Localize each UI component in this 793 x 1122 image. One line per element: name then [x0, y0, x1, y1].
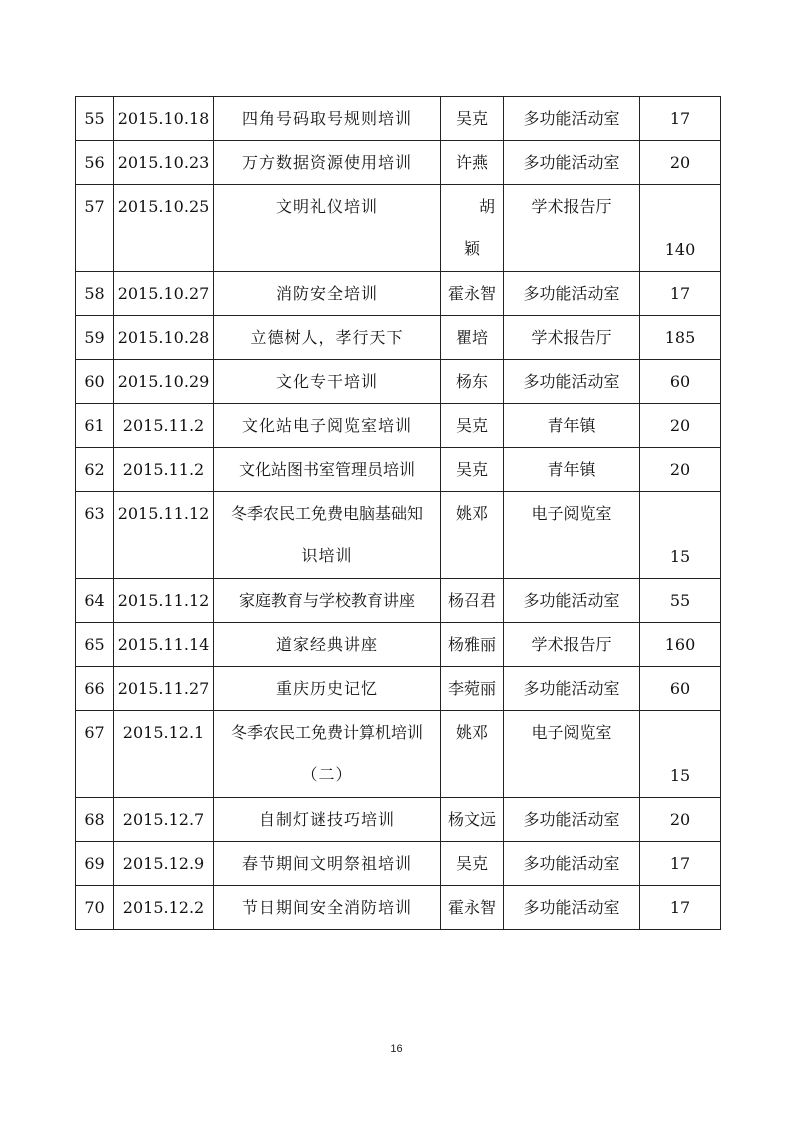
table-row — [76, 492, 721, 579]
row-title: 节日期间安全消防培训 — [214, 886, 441, 930]
row-count: 160 — [640, 623, 721, 667]
row-title: 四角号码取号规则培训 — [214, 97, 441, 141]
row-count: 20 — [640, 404, 721, 448]
row-number: 66 — [76, 667, 114, 711]
row-venue: 多功能活动室 — [504, 141, 640, 185]
row-person: 霍永智 — [441, 272, 504, 316]
table-row — [76, 842, 721, 886]
row-person: 胡 颖 — [441, 185, 504, 272]
row-title: 道家经典讲座 — [214, 623, 441, 667]
row-date: 2015.11.14 — [114, 623, 214, 667]
row-venue: 多功能活动室 — [504, 97, 640, 141]
row-number: 61 — [76, 404, 114, 448]
row-venue: 学术报告厅 — [504, 316, 640, 360]
row-number: 56 — [76, 141, 114, 185]
table-row — [76, 623, 721, 667]
page-number: 16 — [390, 1043, 403, 1055]
row-venue: 多功能活动室 — [504, 667, 640, 711]
row-date: 2015.10.25 — [114, 185, 214, 272]
table-row — [76, 404, 721, 448]
row-number: 59 — [76, 316, 114, 360]
row-person: 许燕 — [441, 141, 504, 185]
row-number: 60 — [76, 360, 114, 404]
table-row — [76, 360, 721, 404]
table-row — [76, 798, 721, 842]
row-date: 2015.11.27 — [114, 667, 214, 711]
row-person: 瞿培 — [441, 316, 504, 360]
row-person: 吴克 — [441, 97, 504, 141]
row-venue: 学术报告厅 — [504, 185, 640, 272]
row-title: 文化专干培训 — [214, 360, 441, 404]
row-date: 2015.10.27 — [114, 272, 214, 316]
row-number: 67 — [76, 711, 114, 798]
row-number: 65 — [76, 623, 114, 667]
row-person: 吴克 — [441, 842, 504, 886]
row-person: 杨东 — [441, 360, 504, 404]
row-title: 万方数据资源使用培训 — [214, 141, 441, 185]
row-venue: 多功能活动室 — [504, 360, 640, 404]
row-venue: 青年镇 — [504, 448, 640, 492]
row-venue: 学术报告厅 — [504, 623, 640, 667]
row-number: 57 — [76, 185, 114, 272]
row-number: 64 — [76, 579, 114, 623]
row-venue: 多功能活动室 — [504, 272, 640, 316]
row-person: 杨雅丽 — [441, 623, 504, 667]
row-count: 185 — [640, 316, 721, 360]
row-venue: 多功能活动室 — [504, 886, 640, 930]
row-person: 杨召君 — [441, 579, 504, 623]
row-date: 2015.12.1 — [114, 711, 214, 798]
row-number: 68 — [76, 798, 114, 842]
row-date: 2015.12.2 — [114, 886, 214, 930]
training-records-table — [75, 96, 721, 930]
row-number: 55 — [76, 97, 114, 141]
row-title: 消防安全培训 — [214, 272, 441, 316]
row-title: 春节期间文明祭祖培训 — [214, 842, 441, 886]
row-title: 冬季农民工免费电脑基础知 识培训 — [214, 492, 441, 579]
table-row — [76, 316, 721, 360]
row-number: 58 — [76, 272, 114, 316]
row-count: 17 — [640, 842, 721, 886]
row-date: 2015.10.28 — [114, 316, 214, 360]
row-count: 20 — [640, 141, 721, 185]
table-row — [76, 886, 721, 930]
row-person: 杨文远 — [441, 798, 504, 842]
row-person: 吴克 — [441, 448, 504, 492]
row-title: 家庭教育与学校教育讲座 — [214, 579, 441, 623]
row-date: 2015.12.7 — [114, 798, 214, 842]
row-count: 60 — [640, 360, 721, 404]
row-person: 姚邓 — [441, 711, 504, 798]
row-date: 2015.11.2 — [114, 448, 214, 492]
row-person: 吴克 — [441, 404, 504, 448]
row-person: 霍永智 — [441, 886, 504, 930]
table-row — [76, 185, 721, 272]
row-title: 自制灯谜技巧培训 — [214, 798, 441, 842]
row-title: 文明礼仪培训 — [214, 185, 441, 272]
row-venue: 青年镇 — [504, 404, 640, 448]
row-person: 李菀丽 — [441, 667, 504, 711]
row-venue: 电子阅览室 — [504, 492, 640, 579]
row-venue: 多功能活动室 — [504, 579, 640, 623]
row-number: 69 — [76, 842, 114, 886]
row-number: 70 — [76, 886, 114, 930]
row-date: 2015.11.2 — [114, 404, 214, 448]
row-date: 2015.10.18 — [114, 97, 214, 141]
row-count: 17 — [640, 272, 721, 316]
row-title: 立德树人，孝行天下 — [214, 316, 441, 360]
row-person: 姚邓 — [441, 492, 504, 579]
table-row — [76, 272, 721, 316]
table-row — [76, 141, 721, 185]
row-date: 2015.12.9 — [114, 842, 214, 886]
row-title: 冬季农民工免费计算机培训 （二） — [214, 711, 441, 798]
table-row — [76, 667, 721, 711]
row-date: 2015.10.23 — [114, 141, 214, 185]
row-title: 文化站电子阅览室培训 — [214, 404, 441, 448]
table-row — [76, 97, 721, 141]
row-count: 15 — [640, 711, 721, 798]
row-count: 55 — [640, 579, 721, 623]
row-count: 17 — [640, 886, 721, 930]
row-number: 62 — [76, 448, 114, 492]
row-title: 文化站图书室管理员培训 — [214, 448, 441, 492]
row-count: 17 — [640, 97, 721, 141]
row-date: 2015.10.29 — [114, 360, 214, 404]
row-date: 2015.11.12 — [114, 492, 214, 579]
row-venue: 多功能活动室 — [504, 842, 640, 886]
row-count: 20 — [640, 798, 721, 842]
table-row — [76, 711, 721, 798]
row-count: 140 — [640, 185, 721, 272]
row-count: 60 — [640, 667, 721, 711]
row-title: 重庆历史记忆 — [214, 667, 441, 711]
row-date: 2015.11.12 — [114, 579, 214, 623]
row-count: 15 — [640, 492, 721, 579]
row-venue: 多功能活动室 — [504, 798, 640, 842]
table-row — [76, 579, 721, 623]
row-count: 20 — [640, 448, 721, 492]
row-number: 63 — [76, 492, 114, 579]
row-venue: 电子阅览室 — [504, 711, 640, 798]
table-row — [76, 448, 721, 492]
